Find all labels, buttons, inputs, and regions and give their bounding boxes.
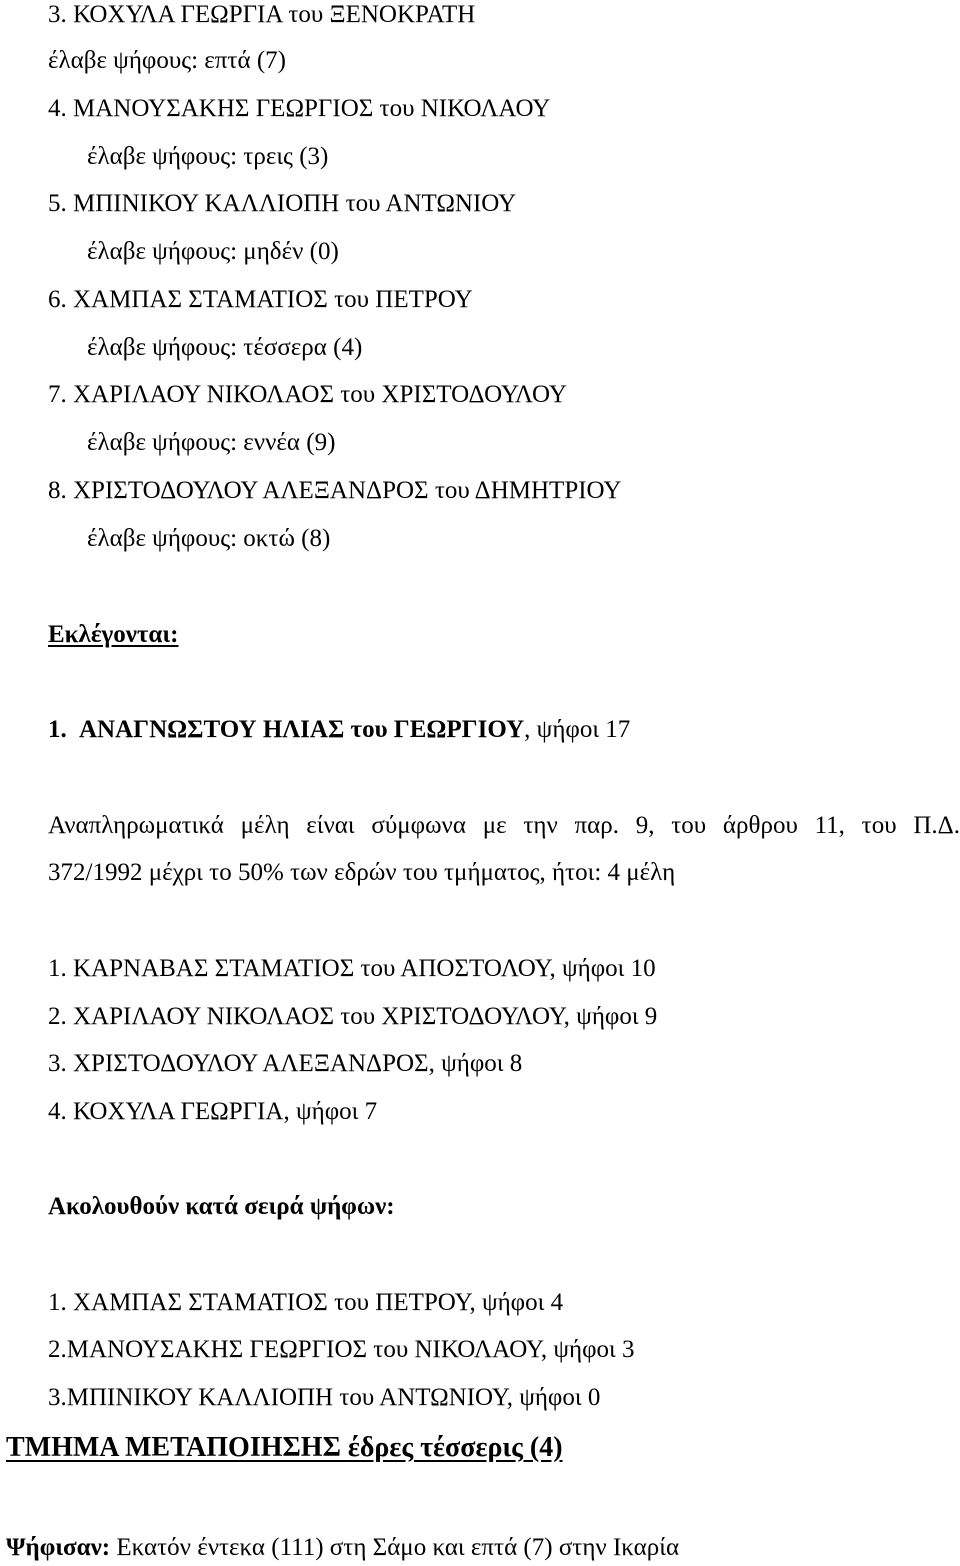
candidate-7-votes: έλαβε ψήφους: εννέα (9) [87,429,336,456]
following-item-1: 1. ΧΑΜΠΑΣ ΣΤΑΜΑΤΙΟΣ του ΠΕΤΡΟΥ, ψήφοι 4 [48,1289,564,1316]
following-item-2: 2.ΜΑΝΟΥΣΑΚΗΣ ΓΕΩΡΓΙΟΣ του ΝΙΚΟΛΑΟΥ, ψήφοι 3 [48,1336,635,1363]
elected-heading: Εκλέγονται: [48,621,179,648]
alternate-item-3: 3. ΧΡΙΣΤΟΔΟΥΛΟΥ ΑΛΕΞΑΝΔΡΟΣ, ψήφοι 8 [48,1050,523,1077]
alternate-item-4: 4. ΚΟΧΥΛΑ ΓΕΩΡΓΙΑ, ψήφοι 7 [48,1098,378,1125]
elected-item-name: ΑΝΑΓΝΩΣΤΟΥ ΗΛΙΑΣ του ΓΕΩΡΓΙΟΥ [79,716,525,743]
candidate-3-name: 3. ΚΟΧΥΛΑ ΓΕΩΡΓΙΑ του ΞΕΝΟΚΡΑΤΗ [48,1,476,28]
candidate-4-votes: έλαβε ψήφους: τρεις (3) [87,143,329,170]
alternates-paragraph-line2: 372/1992 μέχρι το 50% των εδρών του τμήματος, ήτοι: 4 μέλη [48,859,676,886]
following-heading: Ακολουθούν κατά σειρά ψήφων: [48,1193,395,1220]
candidate-6-name: 6. ΧΑΜΠΑΣ ΣΤΑΜΑΤΙΟΣ του ΠΕΤΡΟΥ [48,286,473,313]
candidate-7-name: 7. ΧΑΡΙΛΑΟΥ ΝΙΚΟΛΑΟΣ του ΧΡΙΣΤΟΔΟΥΛΟΥ [48,381,567,408]
candidate-8-name: 8. ΧΡΙΣΤΟΔΟΥΛΟΥ ΑΛΕΞΑΝΔΡΟΣ του ΔΗΜΗΤΡΙΟΥ [48,477,622,504]
alternates-paragraph-line1: Αναπληρωματικά μέλη είναι σύμφωνα με την παρ. 9, του άρθρου 11, του Π.Δ. [48,812,960,839]
alternate-item-1: 1. ΚΑΡΝΑΒΑΣ ΣΤΑΜΑΤΙΟΣ του ΑΠΟΣΤΟΛΟΥ, ψήφοι 10 [48,955,656,982]
voted-text: Εκατόν έντεκα (111) στη Σάμο και επτά (7) στην Ικαρία [110,1534,680,1561]
candidate-8-votes: έλαβε ψήφους: οκτώ (8) [87,525,331,552]
section-title: ΤΜΗΜΑ ΜΕΤΑΠΟΙΗΣΗΣ έδρες τέσσερις (4) [6,1432,563,1463]
elected-item [48,715,630,745]
candidate-5-name: 5. ΜΠΙΝΙΚΟΥ ΚΑΛΛΙΟΠΗ του ΑΝΤΩΝΙΟΥ [48,190,517,217]
elected-item-votes: , ψήφοι 17 [524,716,631,743]
voted-label: Ψήφισαν: [6,1534,111,1561]
alternate-item-2: 2. ΧΑΡΙΛΑΟΥ ΝΙΚΟΛΑΟΣ του ΧΡΙΣΤΟΔΟΥΛΟΥ, ψήφοι 9 [48,1003,658,1030]
candidate-3-votes: έλαβε ψήφους: επτά (7) [48,47,286,74]
following-item-3: 3.ΜΠΙΝΙΚΟΥ ΚΑΛΛΙΟΠΗ του ΑΝΤΩΝΙΟΥ, ψήφοι 0 [48,1384,601,1411]
candidate-6-votes: έλαβε ψήφους: τέσσερα (4) [87,334,363,361]
candidate-5-votes: έλαβε ψήφους: μηδέν (0) [87,238,339,265]
elected-item-number: 1. [48,716,67,743]
voted-line [6,1533,679,1563]
candidate-4-name: 4. ΜΑΝΟΥΣΑΚΗΣ ΓΕΩΡΓΙΟΣ του ΝΙΚΟΛΑΟΥ [48,95,551,122]
